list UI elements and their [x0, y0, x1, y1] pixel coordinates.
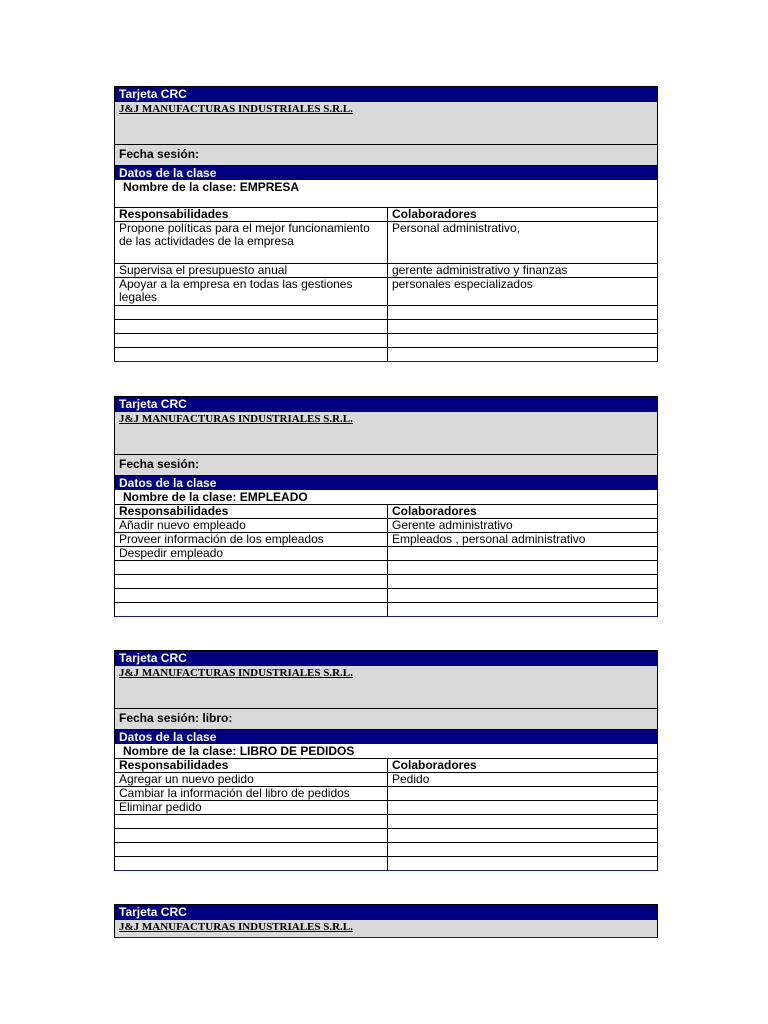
table-row: [115, 320, 657, 334]
collaborator-cell: [388, 801, 658, 815]
session-date-label: Fecha sesión:: [115, 145, 657, 166]
collaborator-cell: [388, 857, 658, 871]
crc-card: [114, 86, 658, 362]
collaborators-header: Colaboradores: [392, 759, 477, 772]
class-name: Nombre de la clase: EMPLEADO: [115, 490, 657, 505]
collaborator-cell: [388, 306, 658, 320]
responsibility-cell: [115, 857, 388, 871]
collaborator-cell: [388, 829, 658, 843]
collaborator-cell: gerente administrativo y finanzas: [388, 264, 658, 278]
collaborator-cell: [388, 334, 658, 348]
responsibility-cell: Despedir empleado: [115, 547, 388, 561]
responsibility-cell: [115, 829, 388, 843]
card-header: Tarjeta CRC: [115, 905, 657, 920]
responsibility-cell: [115, 603, 388, 617]
class-data-header: Datos de la clase: [115, 166, 657, 180]
collaborator-cell: [388, 547, 658, 561]
collaborator-cell: [388, 320, 658, 334]
table-row: [115, 773, 657, 787]
collaborators-header: Colaboradores: [392, 505, 477, 518]
table-row: [115, 575, 657, 589]
responsibilities-header: Responsabilidades: [115, 759, 388, 773]
collaborator-cell: [388, 575, 658, 589]
crc-card: [114, 904, 658, 938]
table-row: [115, 264, 657, 278]
collaborator-cell: [388, 787, 658, 801]
responsibility-cell: Proveer información de los empleados: [115, 533, 388, 547]
table-row: [115, 547, 657, 561]
responsibility-cell: [115, 575, 388, 589]
table-row: [115, 857, 657, 871]
responsibility-cell: Eliminar pedido: [115, 801, 388, 815]
table-row: [115, 348, 657, 362]
collaborator-cell: [388, 561, 658, 575]
responsibility-cell: Agregar un nuevo pedido: [115, 773, 388, 787]
responsibility-cell: [115, 589, 388, 603]
collaborator-cell: Pedido: [388, 773, 658, 787]
responsibility-cell: [115, 815, 388, 829]
responsibilities-header: Responsabilidades: [115, 208, 388, 222]
company-name: J&J MANUFACTURAS INDUSTRIALES S.R.L.: [115, 412, 657, 455]
session-date-label: Fecha sesión: libro:: [115, 709, 657, 730]
class-name: Nombre de la clase: LIBRO DE PEDIDOS: [115, 744, 657, 759]
responsibility-cell: Propone políticas para el mejor funcionamiento de las actividades de la empresa: [115, 222, 388, 264]
collaborator-cell: Empleados , personal administrativo: [388, 533, 658, 547]
responsibility-cell: [115, 320, 388, 334]
collaborator-cell: [388, 815, 658, 829]
company-name: J&J MANUFACTURAS INDUSTRIALES S.R.L.: [115, 666, 657, 709]
table-row: [115, 519, 657, 533]
collaborator-cell: [388, 589, 658, 603]
table-row: [115, 533, 657, 547]
responsibility-cell: Supervisa el presupuesto anual: [115, 264, 388, 278]
collaborator-cell: [388, 603, 658, 617]
collaborators-header: Colaboradores: [392, 208, 477, 221]
card-header: Tarjeta CRC: [115, 651, 657, 666]
table-row: [115, 334, 657, 348]
card-header: Tarjeta CRC: [115, 87, 657, 102]
class-data-header: Datos de la clase: [115, 476, 657, 490]
table-row: [115, 843, 657, 857]
table-row: [115, 603, 657, 617]
class-data-header: Datos de la clase: [115, 730, 657, 744]
crc-table: [115, 759, 657, 870]
table-row: [115, 306, 657, 320]
responsibility-cell: Apoyar a la empresa en todas las gestiones legales: [115, 278, 388, 306]
responsibilities-header: Responsabilidades: [115, 505, 388, 519]
responsibility-cell: Añadir nuevo empleado: [115, 519, 388, 533]
collaborator-cell: Gerente administrativo: [388, 519, 658, 533]
collaborator-cell: [388, 348, 658, 362]
class-name: Nombre de la clase: EMPRESA: [115, 180, 657, 208]
collaborator-cell: personales especializados: [388, 278, 658, 306]
company-name: J&J MANUFACTURAS INDUSTRIALES S.R.L.: [115, 920, 657, 937]
collaborator-cell: [388, 843, 658, 857]
crc-card: [114, 396, 658, 617]
table-row: [115, 222, 657, 264]
collaborator-cell: Personal administrativo,: [388, 222, 658, 264]
table-row: [115, 561, 657, 575]
table-row: [115, 278, 657, 306]
responsibility-cell: [115, 348, 388, 362]
company-name: J&J MANUFACTURAS INDUSTRIALES S.R.L.: [115, 102, 657, 145]
table-row: [115, 801, 657, 815]
session-date-label: Fecha sesión:: [115, 455, 657, 476]
table-row: [115, 815, 657, 829]
table-row: [115, 787, 657, 801]
responsibility-cell: [115, 843, 388, 857]
responsibility-cell: [115, 334, 388, 348]
crc-table: [115, 505, 657, 616]
table-row: [115, 589, 657, 603]
table-row: [115, 829, 657, 843]
responsibility-cell: [115, 561, 388, 575]
responsibility-cell: Cambiar la información del libro de pedidos: [115, 787, 388, 801]
responsibility-cell: [115, 306, 388, 320]
crc-table: [115, 208, 657, 361]
crc-card: [114, 650, 658, 871]
card-header: Tarjeta CRC: [115, 397, 657, 412]
